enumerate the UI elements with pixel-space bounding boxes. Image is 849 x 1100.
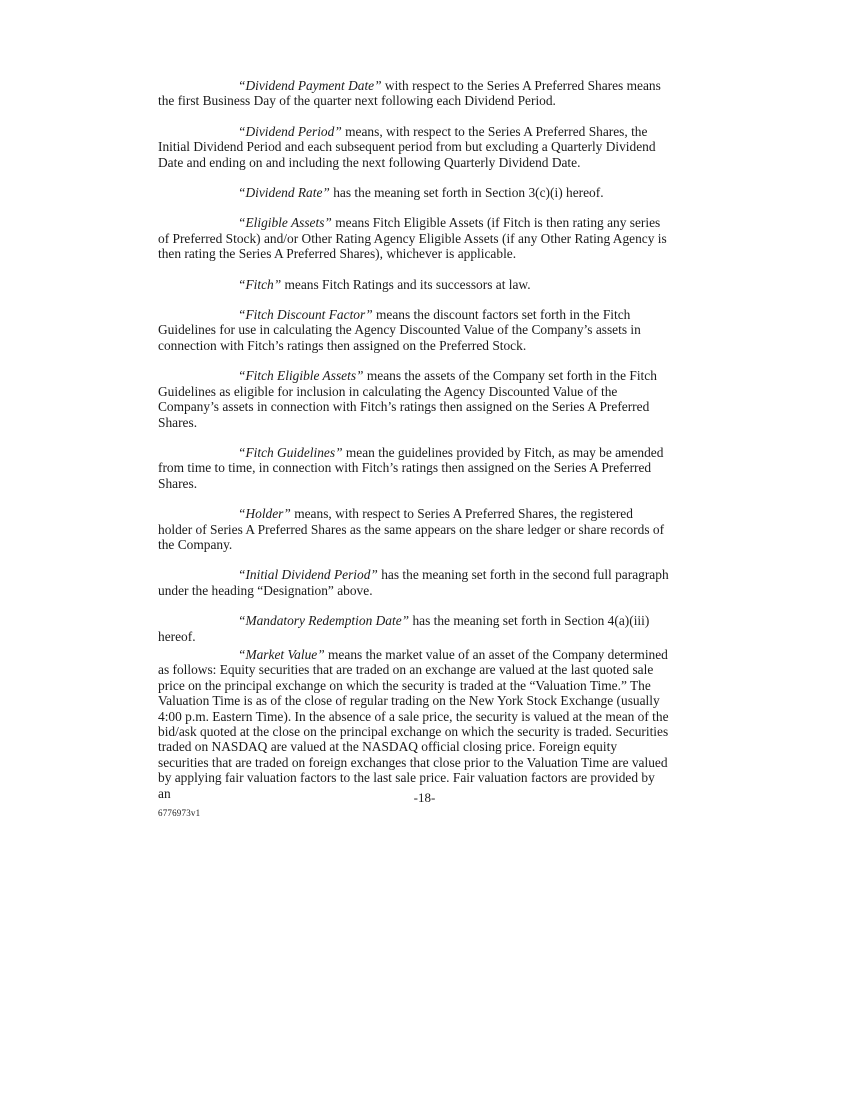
definition-term: “Market Value” [238,646,325,662]
definition-term: “Fitch” [238,276,282,292]
definition-text: with respect to the Series A Preferred Shares means the first Business Day of the quarter next following each Dividend Period. [158,78,661,109]
definition-term: “Fitch Guidelines” [238,444,343,460]
definition-term: “Fitch Discount Factor” [238,307,373,323]
definition-dividend-payment-date [158,78,670,109]
definition-term: “Dividend Rate” [238,185,330,201]
definition-mandatory-redemption-date [158,613,670,644]
definition-term: “Dividend Payment Date” [238,78,382,93]
page-number: -18- [413,790,436,805]
definition-fitch-eligible-assets [158,368,670,430]
definition-dividend-rate [158,185,670,200]
definition-fitch [158,277,670,292]
definition-term: “Fitch Eligible Assets” [238,368,364,384]
definition-text: means Fitch Eligible Assets (if Fitch is then rating any series of Preferred Stock) and/or Other Rating Agency Eligible Assets (if any Other Rating Agency is then rating the Series A Preferred Shares), whichever is applicable. [158,215,667,262]
document-id: 6776973v1 [158,808,201,818]
definition-fitch-discount-factor [158,307,670,353]
definition-text: means, with respect to the Series A Preferred Shares, the Initial Dividend Period and each subsequent period from but excluding a Quarterly Dividend Date and ending on and including the next following Quarterly Dividend Date. [158,123,656,170]
definition-term: “Mandatory Redemption Date” [238,613,410,629]
definition-term: “Dividend Period” [238,123,342,139]
definition-eligible-assets [158,215,670,261]
definition-text: has the meaning set forth in the second full paragraph under the heading “Designation” above. [158,567,669,598]
definition-term: “Initial Dividend Period” [238,567,378,583]
definition-initial-dividend-period [158,567,670,598]
definition-market-value [158,647,670,801]
definition-text: means the assets of the Company set forth in the Fitch Guidelines as eligible for inclusion in calculating the Agency Discounted Value of the Company’s assets in connection with Fitch’s ratings then assigned on the Series A Preferred Shares. [158,368,657,430]
definition-term: “Holder” [238,506,291,522]
definitions-section [158,78,670,816]
definition-text: means Fitch Ratings and its successors at law. [281,276,531,292]
definition-text: means, with respect to Series A Preferred Shares, the registered holder of Series A Preferred Shares as the same appears on the share ledger or share records of the Company. [158,506,665,552]
definition-first-line [158,613,670,628]
definition-term: “Eligible Assets” [238,215,332,231]
definition-continuation: hereof. [158,628,196,644]
definition-text: means the discount factors set forth in the Fitch Guidelines for use in calculating the Agency Discounted Value of the Company’s assets in connection with Fitch’s ratings then assigned on the Preferred Stock. [158,307,641,353]
definition-text: has the meaning set forth in Section 4(a)(iii) [409,613,650,629]
definition-text: has the meaning set forth in Section 3(c)(i) hereof. [329,185,604,201]
definition-dividend-period [158,124,670,170]
definition-fitch-guidelines [158,445,670,491]
definition-holder [158,506,670,552]
definition-text: mean the guidelines provided by Fitch, as may be amended from time to time, in connection with Fitch’s ratings then assigned on the Series A Preferred Shares. [158,444,664,491]
definition-text: means the market value of an asset of the Company determined as follows: Equity securities that are traded on an exchange are valued at the last quoted sale price on the principal exchange on which the security is traded at the “Valuation Time.” The Valuation Time is as of the close of regular trading on the New York Stock Exchange (usually 4:00 p.m. Eastern Time). In the absence of a sale price, the security is valued at the mean of the bid/ask quoted at the close on the principal exchange on which the security is traded. Securities traded on NASDAQ are valued at the NASDAQ official closing price. Foreign equity securities that are traded on foreign exchanges that close prior to the Valuation Time are valued by applying fair valuation factors to the last sale price. Fair valuation factors are provided by an [158,646,669,801]
